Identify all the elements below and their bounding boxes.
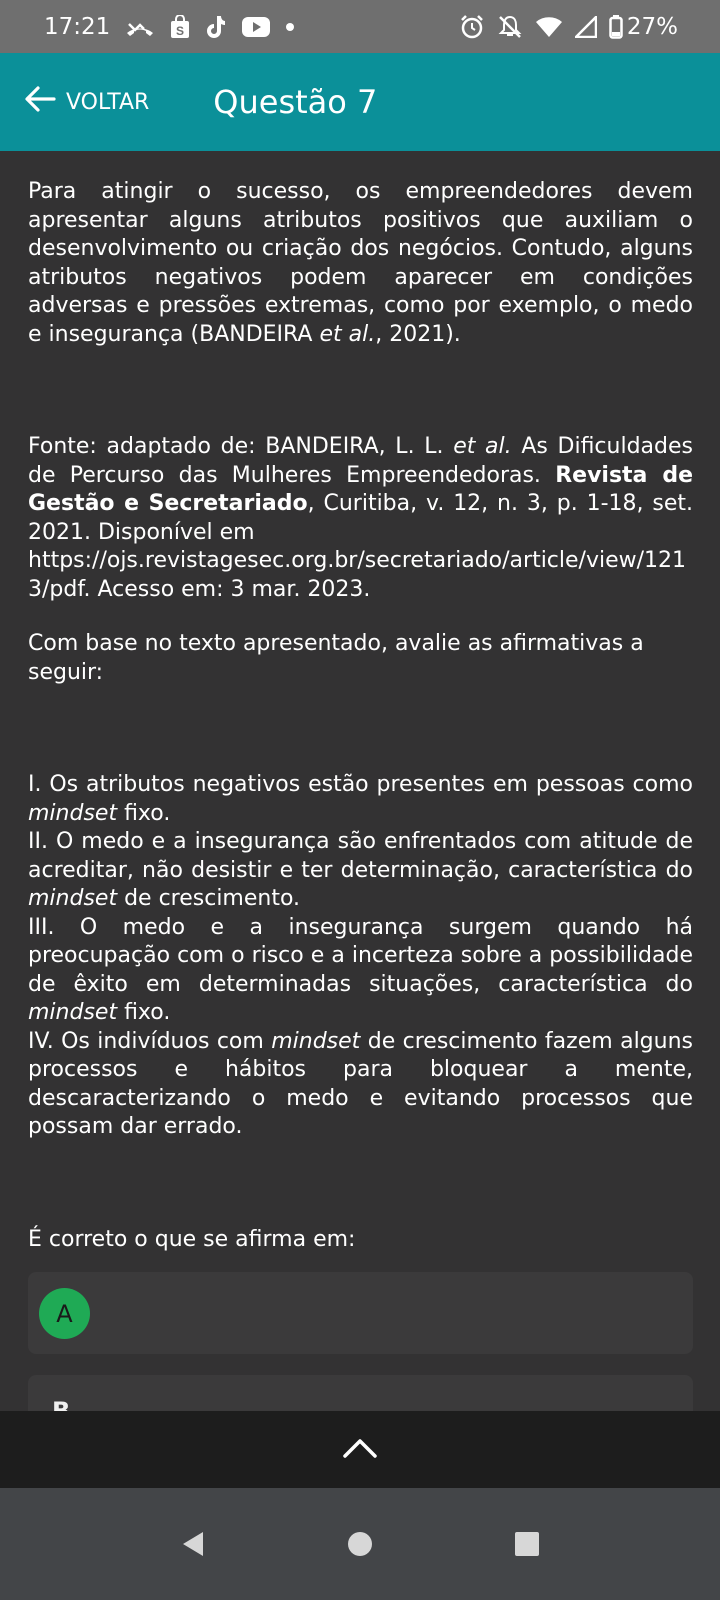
alarm-icon	[459, 14, 485, 40]
back-label: VOLTAR	[66, 89, 150, 115]
statement-iv: IV. Os indivíduos com mindset de crescimento fazem alguns processos e hábitos para bloquear a mente, descaracterizando o medo e evitando processos que possam dar errado.	[28, 1028, 693, 1139]
wifi-icon	[535, 16, 563, 38]
question-content	[28, 178, 693, 1254]
question-prompt: É correto o que se afirma em:	[28, 1226, 356, 1252]
youtube-icon	[242, 17, 270, 37]
bottom-sheet-bar	[0, 1411, 720, 1488]
chevron-up-icon[interactable]	[342, 1437, 378, 1463]
missed-call-icon	[126, 16, 154, 38]
app-header	[0, 53, 720, 151]
answer-option-a[interactable]	[28, 1272, 693, 1354]
system-nav-bar	[0, 1488, 720, 1600]
status-time: 17:21	[44, 13, 111, 40]
battery-percent: 27%	[626, 13, 678, 40]
tiktok-icon	[206, 15, 226, 39]
source-url: https://ojs.revistagesec.org.br/secretariado/article/view/1213/pdf	[28, 548, 687, 602]
statement-iii: III. O medo e a insegurança surgem quando há preocupação com o risco e a incerteza sobre a possibilidade de êxito em determinadas situações, característica do mindset fixo.	[28, 914, 693, 1025]
statement-i: I. Os atributos negativos estão presentes em pessoas como mindset fixo.	[28, 772, 693, 826]
question-intro: Para atingir o sucesso, os empreendedores devem apresentar alguns atributos positivos que auxiliam o desenvolvimento ou criação dos negócios. Contudo, alguns atributos negativos podem aparecer em condições adversas e pressões extremas, como por exemplo, o medo e insegurança (BANDEIRA et al., 2021).	[28, 179, 693, 347]
statements-list	[28, 771, 693, 1142]
recents-square-icon[interactable]	[513, 1530, 541, 1558]
question-instruction: Com base no texto apresentado, avalie as afirmativas a seguir:	[28, 631, 644, 685]
signal-icon	[575, 16, 597, 38]
page-title: Questão 7	[213, 83, 378, 121]
arrow-left-icon	[24, 85, 56, 119]
statement-ii: II. O medo e a insegurança são enfrentados com atitude de acreditar, não desistir e ter determinação, característica do mindset de crescimento.	[28, 829, 693, 911]
home-circle-icon[interactable]	[346, 1530, 374, 1558]
question-source: Fonte: adaptado de: BANDEIRA, L. L. et al. As Dificuldades de Percurso das Mulheres Empreendedoras. Revista de Gestão e Secretariado, Curitiba, v. 12, n. 3, p. 1-18, set. 2021. Disponível em https://ojs.revistagesec.org.br/secretariado/article/view/1213/pdf. Acesso em: 3 mar. 2023.	[28, 434, 694, 602]
option-letter-badge: A	[39, 1288, 90, 1339]
back-button[interactable]	[24, 85, 149, 119]
back-triangle-icon[interactable]	[179, 1530, 207, 1558]
dot-icon	[286, 23, 294, 31]
status-bar	[0, 0, 720, 53]
notifications-off-icon	[497, 14, 523, 40]
svg-text:S: S	[176, 23, 185, 38]
battery-icon	[609, 14, 678, 40]
shopping-bag-icon	[170, 15, 190, 39]
